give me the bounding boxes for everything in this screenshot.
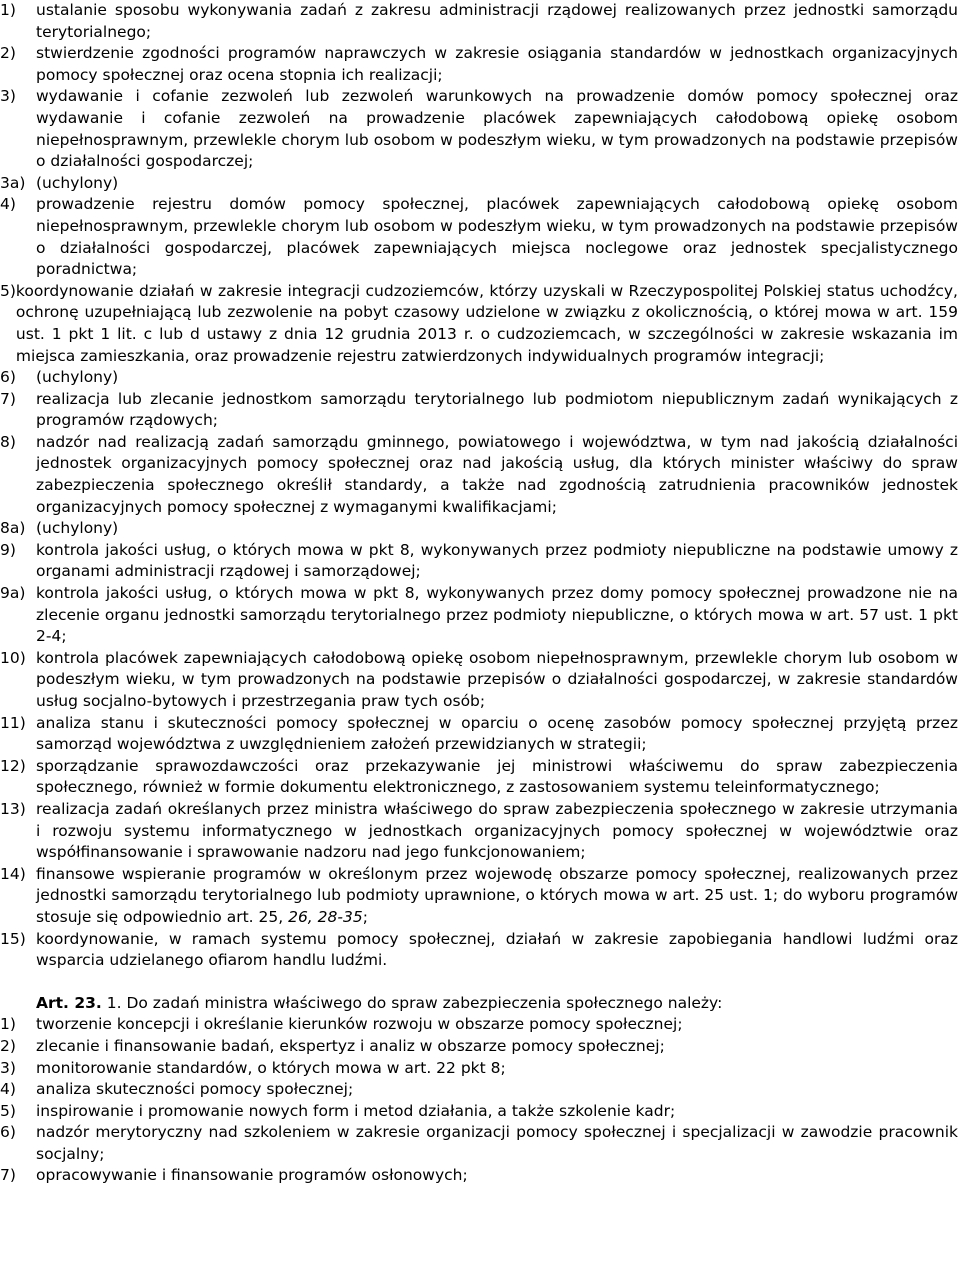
item-number: 8): [0, 432, 16, 451]
list-item: [0, 0, 958, 43]
list-item: [0, 1058, 958, 1080]
item-text: tworzenie koncepcji i określanie kierunków rozwoju w obszarze pomocy społecznej;: [36, 1015, 683, 1034]
list-item: [0, 389, 958, 432]
item-text: opracowywanie i finansowanie programów osłonowych;: [36, 1166, 468, 1185]
list-item: [0, 43, 958, 86]
item-text: nadzór nad realizacją zadań samorządu gminnego, powiatowego i województwa, w tym nad jakością działalności jednostek organizacyjnych pomocy społecznej oraz nad jakością usług, dla których minister właściwy do spraw zabezpieczenia społecznego określił standardy, a także nad zgodnością zatrudnienia pracowników jednostek organizacyjnych pomocy społecznej z wymaganymi kwalifikacjami;: [36, 432, 958, 516]
item-number: 8a): [0, 519, 26, 538]
list-item: [0, 86, 958, 172]
item-text: wydawanie i cofanie zezwoleń lub zezwoleń warunkowych na prowadzenie domów pomocy społecznej oraz wydawanie i cofanie zezwoleń na prowadzenie placówek zapewniających całodobową opiekę osobom niepełnosprawnym, przewlekle chorym lub osobom w podeszłym wieku, w tym prowadzonych na podstawie przepisów o działalności gospodarczej;: [36, 87, 958, 171]
item-text: sporządzanie sprawozdawczości oraz przekazywanie jej ministrowi właściwemu do spraw zabezpieczenia społecznego, również w formie dokumentu elektronicznego, z zastosowaniem systemu teleinformatycznego;: [36, 756, 958, 797]
list-item: [0, 1165, 958, 1187]
list-item: [0, 864, 958, 929]
item-text: realizacja lub zlecanie jednostkom samorządu terytorialnego lub podmiotom niepublicznym zadań wynikających z programów rządowych;: [36, 389, 958, 430]
item-text: nadzór merytoryczny nad szkoleniem w zakresie organizacji pomocy społecznej i specjalizacji w zawodzie pracownik socjalny;: [36, 1123, 958, 1163]
item-text: koordynowanie działań w zakresie integracji cudzoziemców, którzy uzyskali w Rzeczypospolitej Polskiej status uchodźcy, ochronę uzupełniającą lub zezwolenie na pobyt czasowy udzielone w związku z okolicznością, o której mowa w art. 159 ust. 1 pkt 1 lit. c lub d ustawy z dnia 12 grudnia 2013 r. o cudzoziemcach, w szczególności w zakresie wskazania im miejsca zamieszkania, oraz prowadzenie rejestru zatwierdzonych indywidualnych programów integracji;: [15, 281, 958, 365]
item-text: inspirowanie i promowanie nowych form i metod działania, a także szkolenie kadr;: [36, 1101, 676, 1120]
item-number: 5): [0, 1101, 16, 1120]
item-text: analiza skuteczności pomocy społecznej;: [36, 1080, 354, 1099]
item-number: 6): [0, 1123, 16, 1142]
list-item: [0, 1101, 958, 1123]
item-text: monitorowanie standardów, o których mowa w art. 22 pkt 8;: [36, 1058, 506, 1077]
list-item: [0, 194, 958, 280]
list-minister-tasks: [0, 1014, 958, 1187]
item-text: realizacja zadań określanych przez ministra właściwego do spraw zabezpieczenia społecznego w zakresie utrzymania i rozwoju systemu informatycznego w jednostkach organizacyjnych pomocy społecznej w województwie oraz współfinansowanie i sprawowanie nadzoru nad jego funkcjonowaniem;: [36, 799, 958, 862]
item-text: kontrola placówek zapewniających całodobową opiekę osobom niepełnosprawnym, przewlekle chorym lub osobom w podeszłym wieku, w tym prowadzonych na podstawie przepisów o działalności gospodarczej, w zakresie standardów usług socjalno-bytowych i przestrzegania praw tych osób;: [36, 648, 958, 710]
item-text-end: ;: [362, 907, 368, 926]
item-number: 7): [0, 1166, 16, 1185]
item-number: 2): [0, 44, 16, 63]
list-item: [0, 1079, 958, 1101]
list-item: [0, 281, 958, 367]
item-number: 3a): [0, 173, 26, 192]
item-number: 5): [0, 281, 16, 300]
item-number: 3): [0, 87, 16, 106]
item-text: koordynowanie, w ramach systemu pomocy społecznej, działań w zakresie zapobiegania handlowi ludźmi oraz wsparcia udzielanego ofiarom handlu ludźmi.: [36, 929, 958, 970]
item-number: 1): [0, 1, 16, 19]
item-number: 4): [0, 1080, 16, 1099]
item-number: 6): [0, 368, 16, 387]
list-item: [0, 583, 958, 648]
item-text: kontrola jakości usług, o których mowa w pkt 8, wykonywanych przez podmioty niepubliczne na podstawie umowy z organami administracji rządowej i samorządowej;: [36, 540, 958, 581]
spacer: [0, 972, 958, 993]
item-number: 12): [0, 756, 26, 775]
item-number: 2): [0, 1036, 16, 1055]
article-label: Art. 23.: [36, 993, 102, 1012]
item-text: kontrola jakości usług, o których mowa w pkt 8, wykonywanych przez domy pomocy społecznej prowadzone nie na zlecenie organu jednostki samorządu terytorialnego przez podmioty niepubliczne, o których mowa w art. 57 ust. 1 pkt 2-4;: [36, 584, 958, 646]
item-number: 3): [0, 1058, 16, 1077]
item-text: stwierdzenie zgodności programów naprawczych w zakresie osiągania standardów w jednostkach organizacyjnych pomocy społecznej oraz ocena stopnia ich realizacji;: [36, 44, 958, 84]
item-text: [36, 864, 958, 929]
item-number: 9): [0, 540, 16, 559]
item-text: ustalanie sposobu wykonywania zadań z zakresu administracji rządowej realizowanych przez jednostki samorządu terytorialnego;: [36, 1, 958, 41]
item-number: 11): [0, 713, 26, 732]
list-item: [0, 1036, 958, 1058]
item-number: 10): [0, 648, 26, 667]
item-text: zlecanie i finansowanie badań, ekspertyz i analiz w obszarze pomocy społecznej;: [36, 1036, 665, 1055]
list-item: [0, 173, 958, 195]
list-item: [0, 799, 958, 864]
list-item: [0, 929, 958, 972]
list-item: [0, 540, 958, 583]
item-number: 7): [0, 389, 16, 408]
list-item: [0, 648, 958, 713]
item-number: 15): [0, 929, 26, 948]
item-number: 4): [0, 195, 16, 214]
item-text-main: finansowe wspieranie programów w określonym przez wojewodę obszarze pomocy społecznej, realizowanych przez jednostki samorządu terytorialnego lub podmioty uprawnione, o których mowa w art. 25 ust. 1; do wyboru programów stosuje się odpowiednio art. 25,: [36, 864, 958, 926]
item-number: 13): [0, 799, 26, 818]
list-item: [0, 713, 958, 756]
item-text: (uchylony): [36, 368, 119, 387]
list-item: [0, 756, 958, 799]
item-text: (uchylony): [36, 173, 119, 192]
item-number: 1): [0, 1015, 16, 1034]
list-item: [0, 518, 958, 540]
item-number: 14): [0, 864, 26, 883]
list-item: [0, 367, 958, 389]
list-item: [0, 432, 958, 518]
item-text: analiza stanu i skuteczności pomocy społecznej w oparciu o ocenę zasobów pomocy społecznej przyjętą przez samorząd województwa z uwzględnieniem założeń przewidzianych w strategii;: [36, 713, 958, 754]
article-heading: [0, 993, 958, 1015]
item-number: 9a): [0, 584, 26, 603]
list-item: [0, 1122, 958, 1165]
item-text: (uchylony): [36, 519, 119, 538]
item-text: prowadzenie rejestru domów pomocy społecznej, placówek zapewniających całodobową opiekę osobom niepełnosprawnym, przewlekle chorym lub osobom w podeszłym wieku, w tym prowadzonych na podstawie przepisów o działalności gospodarczej, placówek zapewniających miejsca noclegowe oraz jednostek specjalistycznego poradnictwa;: [36, 195, 958, 279]
list-item: [0, 1014, 958, 1036]
article-intro: 1. Do zadań ministra właściwego do spraw zabezpieczenia społecznego należy:: [101, 993, 723, 1012]
item-text-italic: 26, 28-35: [288, 907, 363, 926]
